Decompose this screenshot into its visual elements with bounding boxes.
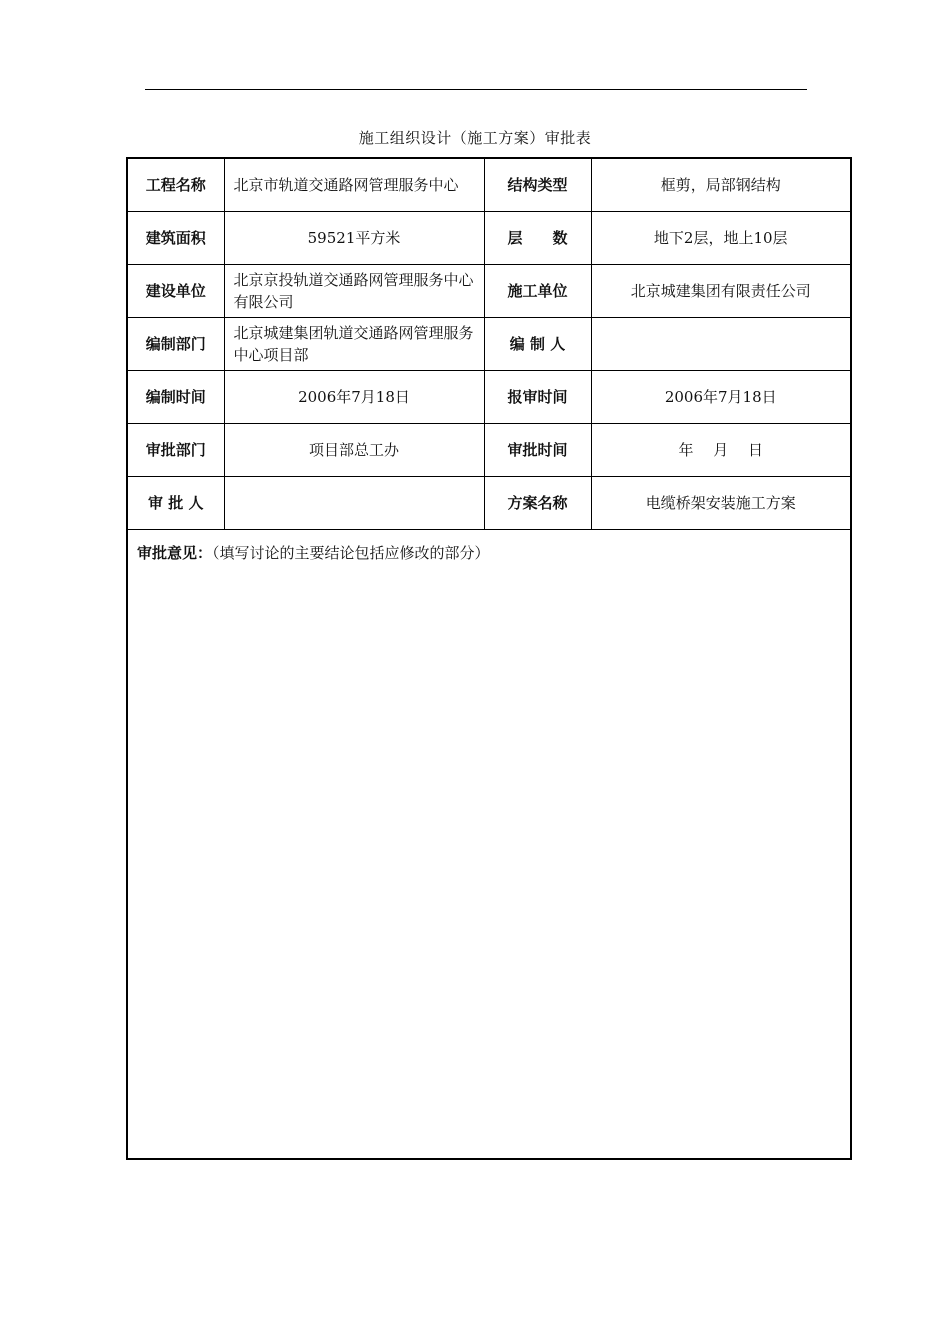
table-row [127, 317, 851, 370]
contractor-value[interactable]: 北京城建集团有限责任公司 [591, 264, 851, 317]
client-unit-value[interactable]: 北京京投轨道交通路网管理服务中心有限公司 [224, 264, 484, 317]
approver-value[interactable] [224, 476, 484, 529]
compiler-label: 编 制 人 [484, 317, 591, 370]
compiling-dept-label: 编制部门 [127, 317, 224, 370]
submit-date-value[interactable]: 2006年7月18日 [591, 370, 851, 423]
compile-date-label: 编制时间 [127, 370, 224, 423]
contractor-label: 施工单位 [484, 264, 591, 317]
approver-label: 审 批 人 [127, 476, 224, 529]
compile-date-value[interactable]: 2006年7月18日 [224, 370, 484, 423]
approval-form-table [126, 157, 852, 1160]
approval-dept-label: 审批部门 [127, 423, 224, 476]
table-row [127, 423, 851, 476]
plan-name-value[interactable]: 电缆桥架安装施工方案 [591, 476, 851, 529]
table-row [127, 158, 851, 211]
plan-name-label: 方案名称 [484, 476, 591, 529]
structure-type-value[interactable]: 框剪，局部钢结构 [591, 158, 851, 211]
project-name-label: 工程名称 [127, 158, 224, 211]
approval-dept-value[interactable]: 项目部总工办 [224, 423, 484, 476]
approval-opinion-hint: （填写讨论的主要结论包括应修改的部分） [212, 543, 490, 562]
project-name-value[interactable]: 北京市轨道交通路网管理服务中心 [224, 158, 484, 211]
compiling-dept-value[interactable]: 北京城建集团轨道交通路网管理服务中心项目部 [224, 317, 484, 370]
table-row [127, 370, 851, 423]
table-row [127, 264, 851, 317]
client-unit-label: 建设单位 [127, 264, 224, 317]
approval-opinion-label: 审批意见： [137, 543, 213, 562]
structure-type-label: 结构类型 [484, 158, 591, 211]
table-row [127, 529, 851, 1159]
approval-opinion-field[interactable] [127, 529, 851, 1159]
approval-date-value[interactable]: 年 月 日 [591, 423, 851, 476]
form-title: 施工组织设计（施工方案）审批表 [358, 129, 592, 147]
table-row [127, 476, 851, 529]
building-area-value[interactable]: 59521平方米 [224, 211, 484, 264]
floors-label: 层 数 [484, 211, 591, 264]
table-row [127, 211, 851, 264]
compiler-value[interactable] [591, 317, 851, 370]
approval-date-label: 审批时间 [484, 423, 591, 476]
floors-value[interactable]: 地下2层，地上10层 [591, 211, 851, 264]
submit-date-label: 报审时间 [484, 370, 591, 423]
building-area-label: 建筑面积 [127, 211, 224, 264]
header-rule [145, 89, 807, 90]
